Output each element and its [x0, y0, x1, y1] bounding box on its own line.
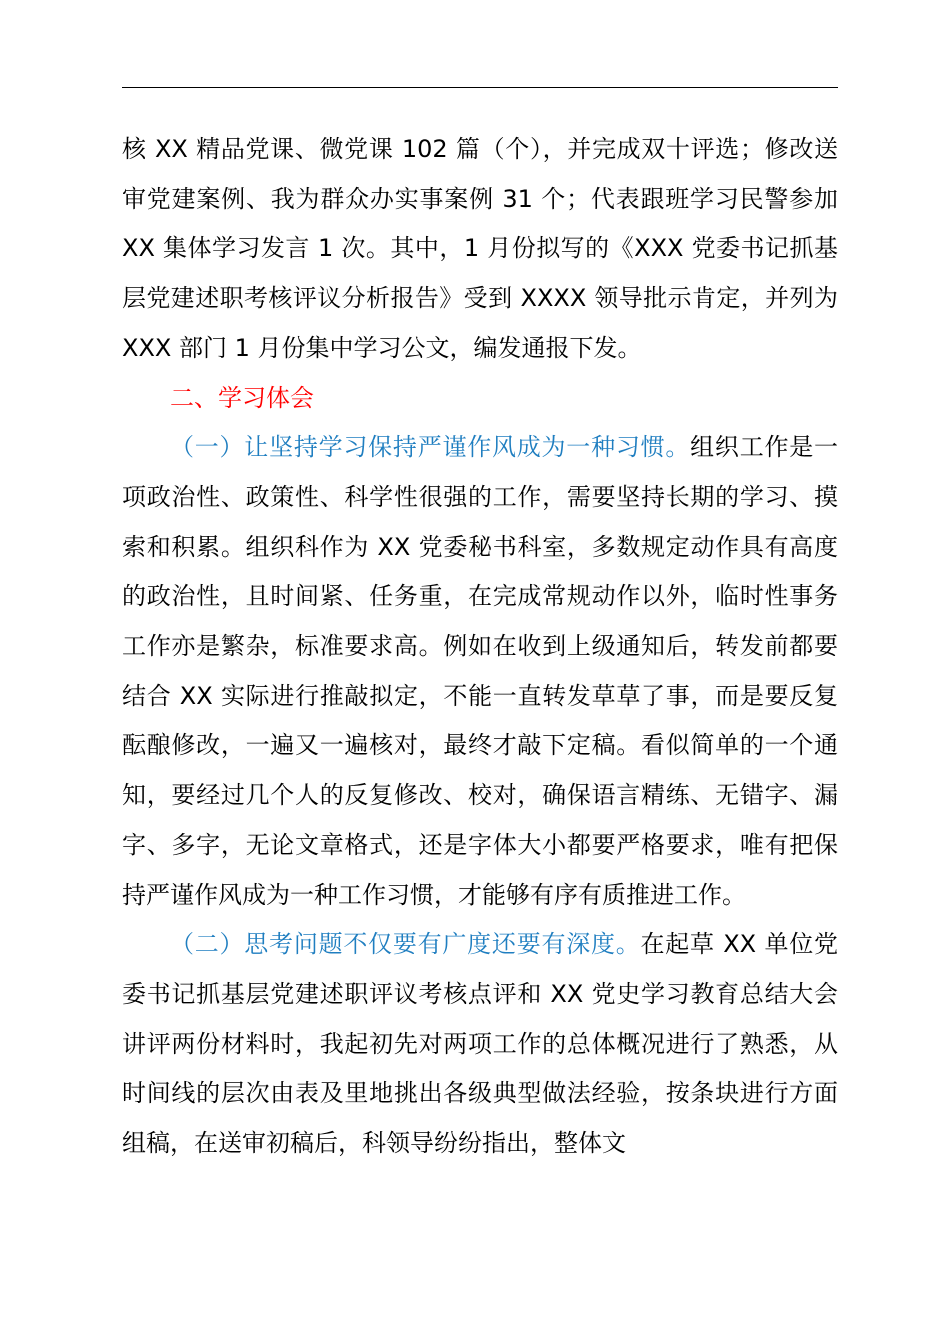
section-heading: 二、学习体会: [170, 383, 314, 412]
subheading-2: （二）思考问题不仅要有广度还要有深度。: [170, 930, 641, 959]
paragraph-section-1-body: 组织工作是一项政治性、政策性、科学性很强的工作，需要坚持长期的学习、摸索和积累。组织科作为 XX 党委秘书科室，多数规定动作具有高度的政治性，且时间紧、任务重，在完成常规动作以外，临时性事务工作亦是繁杂，标准要求高。例如在收到上级通知后，转发前都要结合 XX 实际进行推敲拟定，不能一直转发草草了事，而是要反复酝酿修改，一遍又一遍核对，最终才敲下定稿。看似简单的一个通知，要经过几个人的反复修改、校对，确保语言精练、无错字、漏字、多字，无论文章格式，还是字体大小都要严格要求，唯有把保持严谨作风成为一种工作习惯，才能够有序有质推进工作。: [122, 433, 839, 909]
paragraph-section-1: [122, 423, 838, 920]
paragraph-section-2: [122, 920, 838, 1169]
subheading-1: （一）让坚持学习保持严谨作风成为一种习惯。: [170, 433, 691, 462]
document-body: [122, 125, 838, 1169]
paragraph-continuation: 核 XX 精品党课、微党课 102 篇（个），并完成双十评选；修改送审党建案例、我为群众办实事案例 31 个；代表跟班学习民警参加 XX 集体学习发言 1 次。其中，1 月份拟写的《XXX 党委书记抓基层党建述职考核评议分析报告》受到 XXXX 领导批示肯定，并列为 XXX 部门 1 月份集中学习公文，编发通报下发。: [122, 135, 838, 362]
paragraph-section-2-body: 在起草 XX 单位党委书记抓基层党建述职评议考核点评和 XX 党史学习教育总结大会讲评两份材料时，我起初先对两项工作的总体概况进行了熟悉，从时间线的层次由表及里地挑出各级典型做法经验，按条块进行方面组稿，在送审初稿后，科领导纷纷指出，整体文: [122, 930, 839, 1158]
header-rule: [122, 87, 838, 88]
